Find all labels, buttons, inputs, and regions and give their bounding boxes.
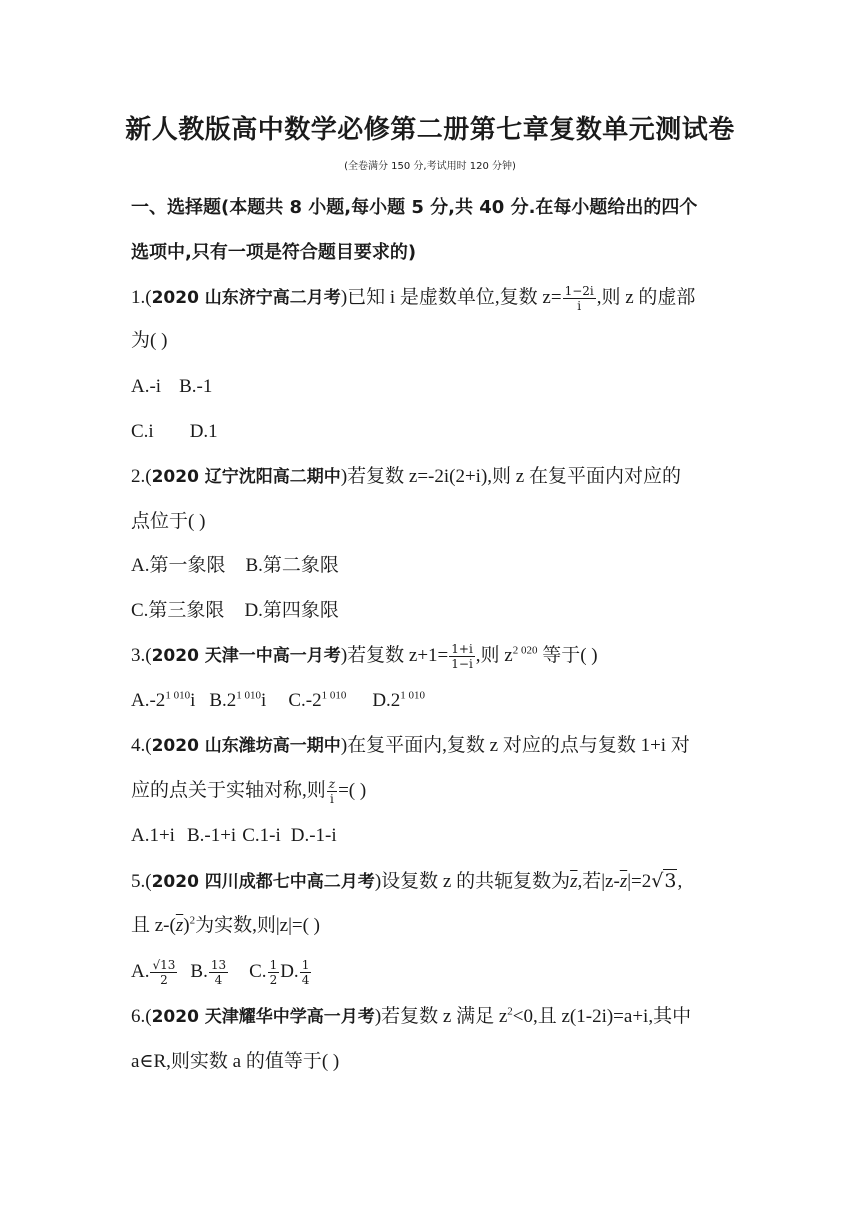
q3-option-d [372,690,425,711]
q5-sqrt: √3 [651,870,677,892]
q1-option-c: C.i [131,421,154,442]
q5-line2-c: 为实数,则|z|=( ) [195,915,320,936]
q5-optB-frac [209,959,228,986]
q5-optA-den: 2 [160,973,168,988]
q5-optC-den: 2 [269,973,278,988]
q3-optC-exp: 1 010 [321,689,347,702]
q4-option-b: B.-1+i [186,825,237,846]
q2-line2: 点位于( ) [131,511,206,532]
q3-frac-num: 1+i [451,642,473,657]
q5-optD-den: 4 [301,973,310,988]
q6-prefix: 6.( [131,1006,152,1027]
q1-option-b: B.-1 [179,376,213,397]
q4-line2-b: =( ) [338,780,367,801]
question-6 [131,1002,760,1032]
q5-option-b [190,958,229,988]
q4-text: )在复平面内,复数 z 对应的点与复数 1+i 对 [340,735,690,756]
q3-options [131,686,760,716]
q2-option-b: B.第二象限 [245,555,339,576]
q2-option-a: A.第一象限 [131,555,226,576]
q6-source: 2020 天津耀华中学高一月考 [151,1007,375,1027]
q5-optD-frac [300,959,312,986]
q4-option-a: A.1+i [131,825,175,846]
q1-fraction [563,285,596,312]
q1-source: 2020 山东济宁高二月考 [151,288,341,308]
q2-options-cd [131,596,760,626]
q1-frac-num: 1−2i [564,284,594,299]
q3-optB-base: B.2 [209,690,237,711]
q4-source: 2020 山东潍坊高一期中 [151,736,341,756]
q5-optC-num: 1 [269,958,278,973]
q5-sqrt-radicand: 3 [664,870,677,892]
q3-prefix: 3.( [131,645,152,666]
q5-line2 [131,911,760,941]
q5-source: 2020 四川成都七中高二月考 [151,872,375,892]
q5-optC-label: C. [249,961,267,982]
q3-text-c: 等于( ) [537,645,598,666]
q2-prefix: 2.( [131,466,152,487]
q4-option-c: C.1-i [242,825,281,846]
q6-line2: a∈R,则实数 a 的值等于( ) [131,1051,340,1072]
q1-text-b: ,则 z 的虚部 [596,287,696,308]
question-2 [131,462,760,492]
q1-prefix: 1.( [131,287,152,308]
q5-optA-frac [150,959,177,986]
q3-optB-tail: i [261,690,267,711]
q5-text-c: |=2 [627,871,652,892]
q5-prefix: 5.( [131,871,152,892]
q2-text: )若复数 z=-2i(2+i),则 z 在复平面内对应的 [340,466,681,487]
question-4 [131,731,760,761]
q4-options [131,821,760,851]
q3-optD-exp: 1 010 [400,689,426,702]
q5-optA-num: √13 [152,958,176,973]
q5-optD-num: 1 [301,958,310,973]
q5-option-d [280,958,312,988]
q4-frac-den: i [330,792,334,807]
q3-frac-den: 1−i [451,657,473,672]
q5-line2-zbar: $\overline{z}$ [175,915,184,936]
question-5 [131,866,760,897]
q5-line2-b: ) [183,915,190,936]
q4-line2 [131,776,760,806]
q3-source: 2020 天津一中高一月考 [151,646,341,666]
q1-text-a: )已知 i 是虚数单位,复数 z= [340,287,562,308]
q5-text-a: )设复数 z 的共轭复数为 [374,871,571,892]
page-title: 新人教版高中数学必修第二册第七章复数单元测试卷 [125,115,735,145]
q5-optD-label: D. [280,961,299,982]
q3-optB-exp: 1 010 [236,689,262,702]
q5-optA-label: A. [131,961,150,982]
q1-option-d: D.1 [189,421,218,442]
q3-optA-base: A.-2 [131,690,166,711]
q3-text-a: )若复数 z+1= [340,645,449,666]
q3-optA-exp: 1 010 [165,689,191,702]
q1-frac-den: i [577,299,582,314]
section-heading-line2: 选项中,只有一项是符合题目要求的) [131,242,417,263]
q5-option-a [131,958,178,988]
q5-optB-num: 13 [210,958,227,973]
q3-optA-tail: i [190,690,196,711]
page-subtitle: (全卷满分 150 分,考试用时 120 分钟) [344,161,516,172]
question-1 [131,283,760,313]
q4-line2-a: 应的点关于实轴对称,则 [131,780,326,801]
q3-exponent: 2 020 [512,644,538,657]
q3-optC-base: C.-2 [288,690,322,711]
q6-text-b: <0,且 z(1-2i)=a+i,其中 [512,1006,692,1027]
q2-options-ab [131,551,760,581]
q1-options-cd [131,417,760,447]
q5-line2-exp: 2 [189,914,196,927]
q5-optB-label: B. [190,961,208,982]
q4-fraction [327,778,337,805]
q1-options-ab [131,372,760,402]
q3-option-b [209,690,266,711]
q5-zbar-2: $\overline{z}$ [619,871,628,892]
q5-line2-a: 且 z-( [131,915,176,936]
q3-optD-base: D.2 [372,690,401,711]
q1-option-a: A.-i [131,376,162,397]
q3-option-c [288,690,346,711]
q6-exponent: 2 [507,1005,513,1018]
section-heading-line1: 一、选择题(本题共 8 小题,每小题 5 分,共 40 分.在每小题给出的四个 [131,197,698,218]
q2-option-d: D.第四象限 [244,600,339,621]
q5-text-b: ,若|z- [577,871,620,892]
q5-optC-frac [268,959,280,986]
q3-option-a [131,690,195,711]
question-3 [131,641,760,671]
q3-text-b: ,则 z [475,645,513,666]
q1-line2: 为( ) [131,330,168,351]
q4-prefix: 4.( [131,735,152,756]
q5-text-d: , [677,871,683,892]
q4-frac-num: z [328,777,336,792]
q5-option-c [249,958,280,988]
q2-option-c: C.第三象限 [131,600,225,621]
q2-source: 2020 辽宁沈阳高二期中 [151,467,341,487]
q3-fraction [449,643,475,670]
q6-text-a: )若复数 z 满足 z [374,1006,508,1027]
q5-optB-den: 4 [214,973,223,988]
q4-option-d: D.-1-i [290,825,337,846]
q5-zbar: $\overline{z}$ [570,871,578,892]
q5-options [131,957,760,987]
